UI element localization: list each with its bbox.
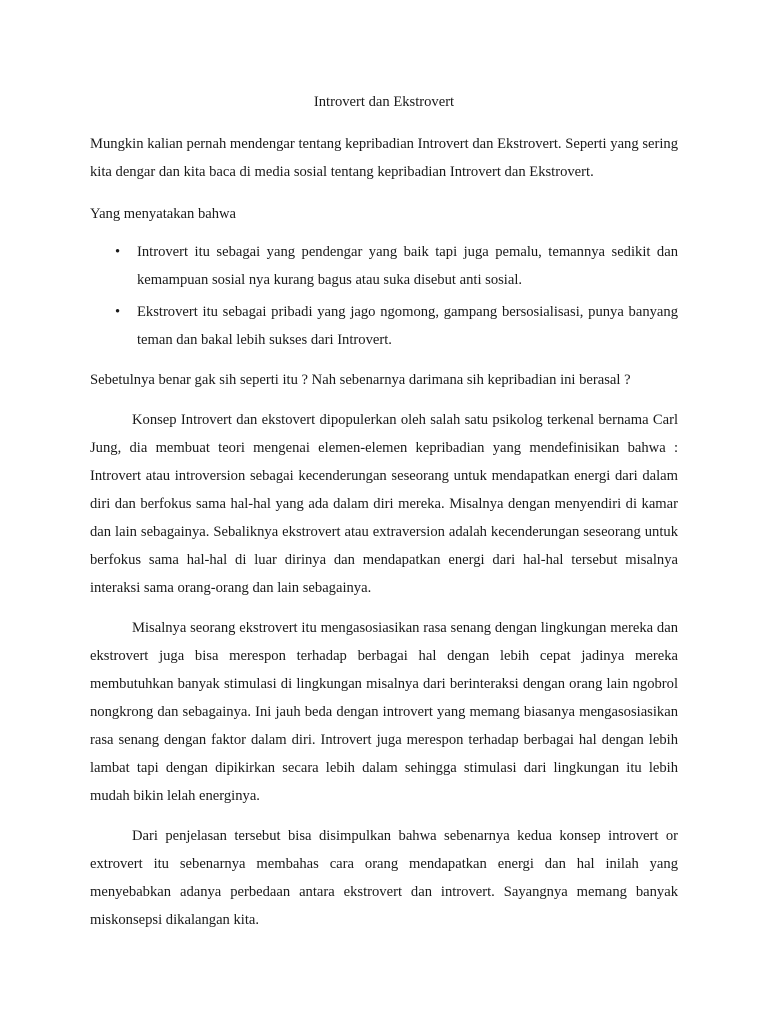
body-paragraph-extrovert: Misalnya seorang ekstrovert itu mengasosiasikan rasa senang dengan lingkungan mereka dan ekstrovert juga bisa merespon terhadap berbagai hal dengan lebih cepat jadinya mereka membutuhkan banyak stimulasi di lingkungan misalnya dari berinteraksi dengan orang lain ngobrol nongkrong dan sebagainya. Ini jauh beda dengan introvert yang memang biasanya mengasosiasikan rasa senang dengan faktor dalam diri. Introvert juga merespon terhadap berbagai hal dengan lebih lambat tapi dengan dipikirkan secara lebih dalam sehingga stimulasi dari lingkungan itu lebih mudah bikin lelah energinya. bbox=[90, 620, 678, 804]
document-title: Introvert dan Ekstrovert bbox=[313, 94, 455, 110]
lead-paragraph: Yang menyatakan bahwa bbox=[90, 206, 237, 222]
bullet-item bbox=[115, 298, 678, 354]
bullet-text: Introvert itu sebagai yang pendengar yang baik tapi juga pemalu, temannya sedikit dan kemampuan sosial nya kurang bagus atau suka disebut anti sosial. bbox=[137, 244, 678, 288]
intro-paragraph: Mungkin kalian pernah mendengar tentang kepribadian Introvert dan Ekstrovert. Seperti yang sering kita dengar dan kita baca di media sosial tentang kepribadian Introvert dan Ekstrovert. bbox=[90, 136, 678, 180]
body-paragraph-conclusion: Dari penjelasan tersebut bisa disimpulkan bahwa sebenarnya kedua konsep introvert or extrovert itu sebenarnya membahas cara orang mendapatkan energi dan hal inilah yang menyebabkan adanya perbedaan antara ekstrovert dan introvert. Sayangnya memang banyak miskonsepsi dikalangan kita. bbox=[90, 828, 678, 928]
question-paragraph: Sebetulnya benar gak sih seperti itu ? Nah sebenarnya darimana sih kepribadian ini berasal ? bbox=[90, 372, 631, 388]
bullet-glyph: • bbox=[115, 244, 121, 260]
bullet-glyph: • bbox=[115, 304, 121, 320]
bullet-item bbox=[115, 238, 678, 294]
body-paragraph-jung: Konsep Introvert dan ekstovert dipopulerkan oleh salah satu psikolog terkenal bernama Carl Jung, dia membuat teori mengenai elemen-elemen kepribadian yang mendefinisikan bahwa : Introvert atau introversion sebagai kecenderungan seseorang untuk mendapatkan energi dari dalam diri dan berfokus sama hal-hal yang ada dalam diri mereka. Misalnya dengan menyendiri di kamar dan lain sebagainya. Sebaliknya ekstrovert atau extraversion adalah kecenderungan seseorang untuk berfokus sama hal-hal di luar dirinya dan mendapatkan energi dari hal-hal tersebut misalnya interaksi sama orang-orang dan lain sebagainya. bbox=[90, 412, 678, 596]
bullet-list bbox=[90, 238, 678, 354]
bullet-text: Ekstrovert itu sebagai pribadi yang jago ngomong, gampang bersosialisasi, punya banyang teman dan bakal lebih sukses dari Introvert. bbox=[137, 304, 678, 348]
